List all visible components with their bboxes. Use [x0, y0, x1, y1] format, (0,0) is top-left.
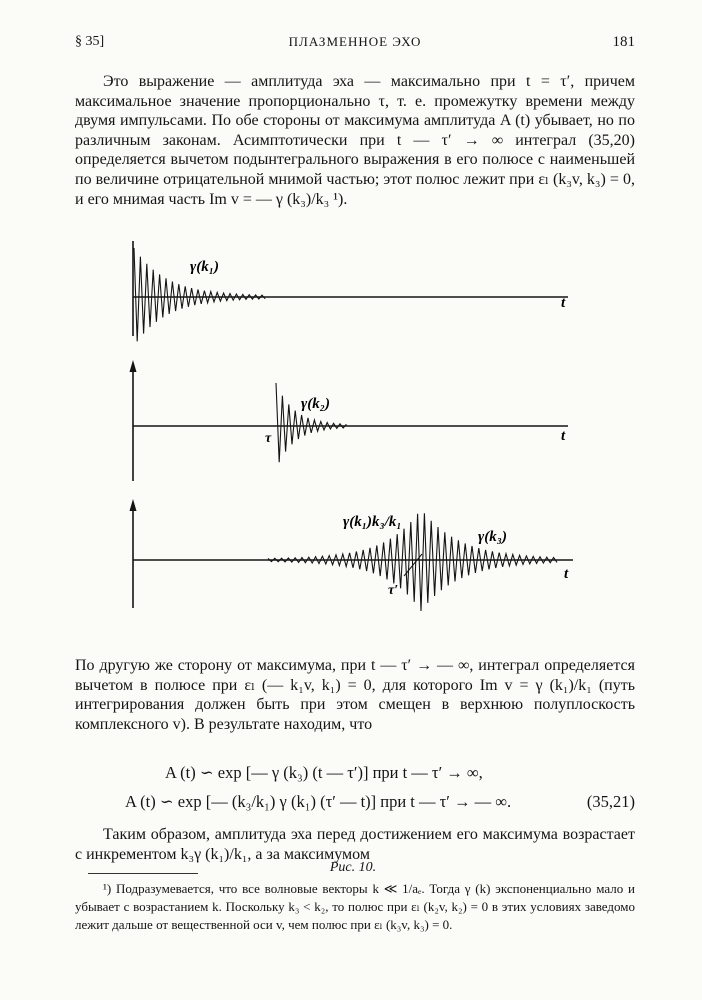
- panel1-curve-label: γ(k₁): [190, 259, 219, 275]
- panel1-axis-label: t: [561, 295, 566, 311]
- panel2-axis-label: t: [561, 428, 566, 444]
- panel2-curve-label: γ(k₂): [301, 396, 330, 412]
- panel3-axis-label: t: [564, 566, 569, 582]
- section-number: § 35]: [75, 34, 105, 49]
- running-title: ПЛАЗМЕННОЕ ЭХО: [288, 34, 422, 49]
- panel3-axis-arrow: [130, 499, 137, 511]
- equation-2: A (t) ∽ exp [— (k₃/k₁) γ (k₁) (τ′ — t)] при t — τ′ → — ∞.: [125, 792, 512, 811]
- footnote: ¹) Подразумевается, что все волновые векторы k ≪ 1/aₑ. Тогда γ (k) экспоненциально мало и убывает с возрастанием k. Поскольку k₃ < k₂, то полюс при εₗ (k₂v, k₂) = 0 в этих условиях заведомо лежит дальше от вещественной оси v, чем полюс при εₗ (k₃v, k₃) = 0.: [75, 881, 635, 932]
- paragraph-3: Таким образом, амплитуда эха перед достижением его максимума возрастает с инкрементом k₃γ (k₁)/k₁, а за максимумом: [75, 826, 635, 863]
- paragraph-1: Это выражение — амплитуда эха — максимально при t = τ′, причем максимальное значение пропорционально τ, т. е. промежутку времени между двумя импульсами. По обе стороны от максимума амплитуда A (t) убывает, но по различным законам. Асимптотически при t — τ′ → ∞ интеграл (35,20) определяется вычетом подынтегрального выражения в его полюсе с наименьшей по величине отрицательной мнимой частью; этот полюс лежит при εₗ (k₃v, k₃) = 0, и его мнимая часть Im v = — γ (k₃)/k₃ ¹).: [75, 73, 635, 208]
- paragraph-2: По другую же сторону от максимума, при t — τ′ → — ∞, интеграл определяется вычетом в полюсе при εₗ (— k₁v, k₁) = 0, для которого Im v = γ (k₁)/k₁ (путь интегрирования должен быть при этом смещен в верхнюю полуплоскость комплексного v). В результате находим, что: [75, 657, 635, 733]
- equation-1: A (t) ∽ exp [— γ (k₃) (t — τ′)] при t — τ′ → ∞,: [165, 763, 483, 782]
- panel2-axis-arrow: [130, 360, 137, 372]
- figure-graphic: [118, 236, 588, 626]
- panel3-curve-label-left: γ(k₁)k₃/k₁: [343, 514, 402, 530]
- page-number: 181: [612, 34, 635, 50]
- panel2-wave: [276, 383, 346, 462]
- equation-number: (35,21): [586, 792, 635, 811]
- panel3-curve-label-right: γ(k₃): [478, 529, 507, 545]
- figure-caption: Рис. 10.: [329, 860, 377, 875]
- footnote-rule: [88, 873, 198, 874]
- panel3-tau-label: τ′: [388, 583, 399, 598]
- panel3-wave: [268, 513, 557, 611]
- page-header: [75, 34, 635, 56]
- panel2-tau-label: τ: [265, 431, 272, 446]
